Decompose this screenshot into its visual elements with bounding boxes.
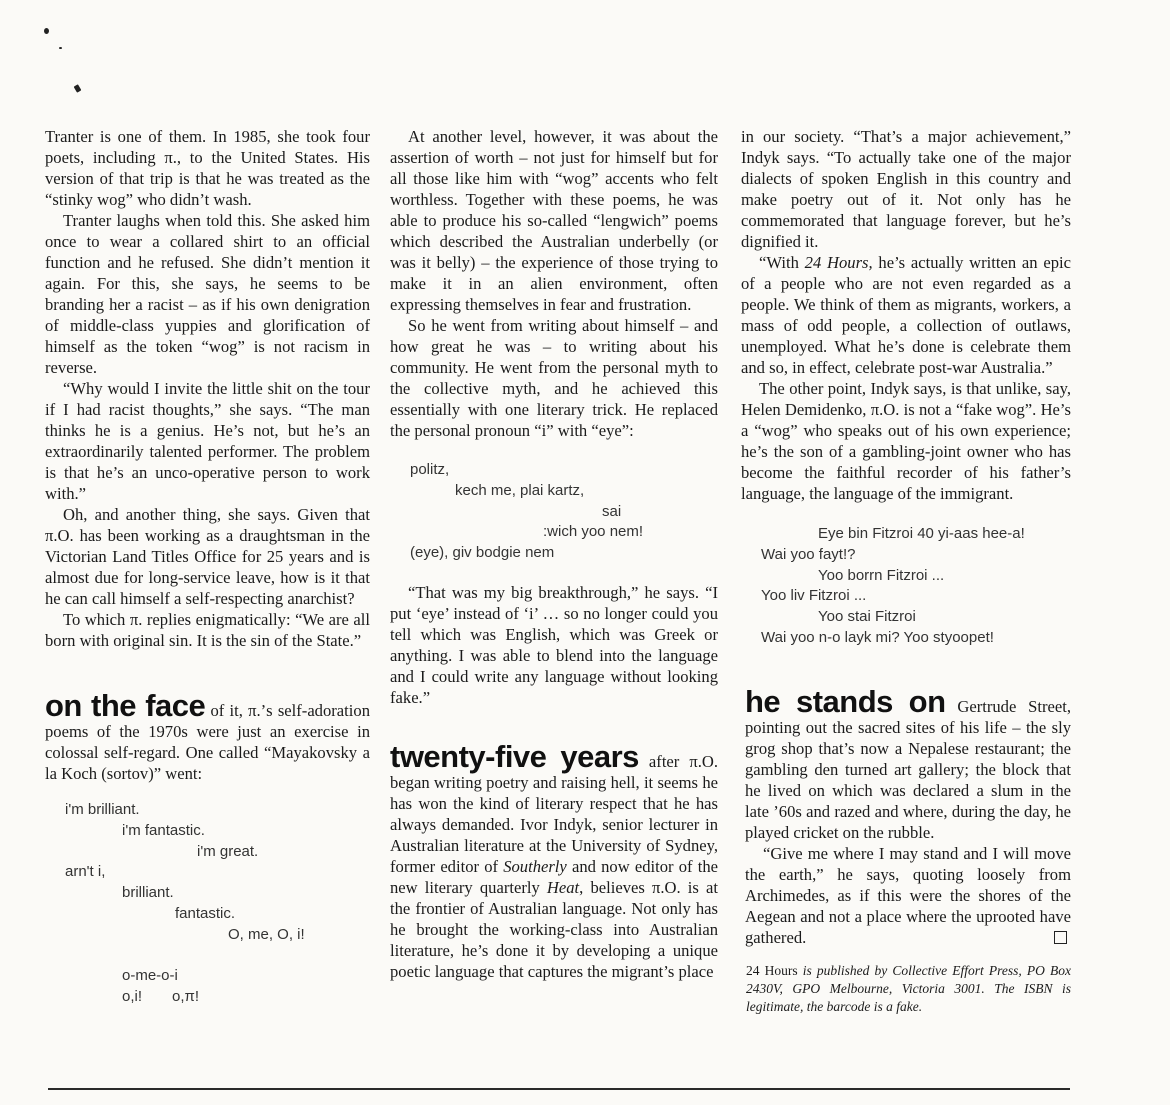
- poem-line: Yoo liv Fitzroi ...: [761, 587, 867, 605]
- poem-line: [45, 987, 370, 1008]
- section-paragraph: [741, 683, 1071, 843]
- book-title: 24 Hours,: [804, 253, 873, 272]
- paragraph-text: and now editor of the new literary quarterly: [390, 856, 718, 897]
- caption-text: is published by Collective Effort Press, PO Box 2430V, GPO Melbourne, Victoria 3001. The ISBN is legitimate, the barcode is a fake.: [746, 962, 1072, 1014]
- paragraph: At another level, however, it was about the assertion of worth – not just for himself but for all those like him with “wog” accents who felt worthless. Together with these poems, he was able to produce his so-called “lengwich” poems which described the Australian underbelly (or was it belly) – the experience of those trying to make it in an alien environment, often expressing themselves in fear and frustration.: [390, 127, 718, 314]
- poem-line: i'm fantastic.: [122, 821, 205, 839]
- paragraph: Tranter is one of them. In 1985, she took four poets, including π., to the United States. His version of that trip is that he was treated as the “stinky wog” who didn’t wash.: [45, 127, 370, 209]
- poem-fitzroi: [741, 524, 1071, 649]
- paragraph: The other point, Indyk says, is that unlike, say, Helen Demidenko, π.O. is not a “fake wog”. He’s a “wog” who speaks out of his own experience; he’s the son of a gambling-joint owner who has become the faithful recorder of his father’s language, the language of the immigrant.: [741, 379, 1071, 503]
- paragraph-text: “With: [759, 253, 805, 272]
- caption-book-title: 24 Hours: [746, 962, 798, 978]
- poem-line: O, me, O, i!: [228, 925, 305, 943]
- poem-line: kech me, plai kartz,: [455, 481, 585, 499]
- poem-line: brilliant.: [122, 884, 174, 902]
- poem-line: Eye bin Fitzroi 40 yi-aas hee-a!: [818, 525, 1025, 542]
- journal-title: Heat: [546, 877, 580, 897]
- section-heading: he stands on: [745, 683, 946, 719]
- section-paragraph: [45, 688, 370, 784]
- paragraph-text: “Give me where I may stand and I will move the earth,” he says, quoting loosely from Archimedes, as if this were the shores of the Aegean and not a place where the uprooted have gathered.: [745, 843, 1071, 947]
- column-1: [45, 126, 370, 1008]
- poem-line: [45, 946, 370, 967]
- poem-line: Yoo borrn Fitzroi ...: [818, 566, 945, 584]
- paragraph: To which π. replies enigmatically: “We are all born with original sin. It is the sin of the State.”: [45, 610, 370, 650]
- paragraph-text: of it, π.’s self-adoration poems of the 1970s were just an exercise in colossal self-regard. One called “Mayakovsky a la Koch (sortov)” went:: [45, 701, 370, 783]
- paragraph-text: , believes π.O. is at the frontier of Australian language. Not only has he brought the working-class into Australian literature, he’s done it by developing a unique poetic language that captures the migrant’s place: [390, 877, 718, 981]
- column-3: [741, 126, 1071, 1016]
- paragraph: “Why would I invite the little shit on the tour if I had racist thoughts,” she says. “The man thinks he is a genius. He’s not, but he’s an extraordinarily talented performer. The problem is that he’s an unco-operative person to work with.”: [45, 379, 370, 503]
- paragraph: “That was my big breakthrough,” he says. “I put ‘eye’ instead of ‘i’ … so no longer could you tell which was English, which was Greek or anything. I was able to blend into the language and I could write any language without looking fake.”: [390, 582, 718, 707]
- poem-line: :wich yoo nem!: [543, 523, 644, 541]
- poem-line: o-me-o-i: [122, 967, 178, 985]
- poem-line: Wai yoo fayt!?: [761, 545, 856, 563]
- paragraph: So he went from writing about himself – and how great he was – to writing about his community. He went from the personal myth to the collective myth, and he achieved this essentially with one literary trick. He replaced the personal pronoun “i” with “eye”:: [390, 316, 718, 440]
- bottom-rule: [48, 1088, 1070, 1090]
- paragraph: [741, 252, 1071, 378]
- paragraph: Tranter laughs when told this. She asked him once to wear a collared shirt to an official function and he refused. She didn’t mention it again. For this, she says, he seems to be branding her a racist – as if his own denigration of middle-class yuppies and glorification of himself as the token “wog” is not racism in reverse.: [45, 211, 370, 377]
- poem-line: (eye), giv bodgie nem: [410, 544, 555, 562]
- scan-speck: [74, 84, 82, 93]
- poem-line: Yoo stai Fitzroi: [818, 608, 916, 626]
- poem-line: arn't i,: [65, 863, 106, 881]
- book-caption: [741, 962, 1071, 1016]
- end-mark-icon: [1054, 931, 1067, 944]
- paragraph: in our society. “That’s a major achievement,” Indyk says. “To actually take one of the major dialects of spoken English in this country and make poetry out of it. Not only has he commemorated that language forever, but he’s dignified it.: [741, 127, 1071, 251]
- paragraph-text: Gertrude Street, pointing out the sacred sites of his life – the sly grog shop that’s now a Nepalese restaurant; the gambling den turned art gallery; the block that he lived on which was declared a slum in the late ’60s and razed and where, during the day, he played cricket on the rubble.: [745, 696, 1071, 842]
- paragraph: [741, 843, 1071, 948]
- journal-title: Southerly: [503, 856, 567, 876]
- section-heading: twenty-five years: [390, 738, 639, 774]
- paragraph: Oh, and another thing, she says. Given that π.O. has been working as a draughtsman in the Victorian Land Titles Office for 25 years and is almost due for long-service leave, how is it that he can call himself a self-respecting anarchist?: [45, 505, 370, 608]
- poem-line: fantastic.: [175, 904, 236, 922]
- column-2: [390, 126, 718, 982]
- poem-lengwich: [390, 460, 718, 564]
- paragraph-text: after π.O. began writing poetry and raising hell, it seems he has won the kind of literary respect that he has always demanded. Ivor Indyk, senior lecturer in Australian literature at the University of Sydney, former editor of: [390, 751, 718, 876]
- poem-fragment: o,i!: [122, 988, 143, 1006]
- section-paragraph: [390, 738, 718, 982]
- section-heading: on the face: [45, 688, 206, 723]
- poem-line: politz,: [410, 461, 450, 478]
- poem-fragment: o,π!: [172, 988, 200, 1006]
- scan-speck: [44, 28, 49, 34]
- scan-speck: [59, 47, 62, 49]
- poem-line: Wai yoo n-o layk mi? Yoo styoopet!: [761, 628, 994, 646]
- poem-mayakovsky: [45, 800, 370, 1008]
- paragraph-text: he’s actually written an epic of a people who are not even regarded as a people. We think of them as migrants, workers, a mass of odd people, a collection of outlaws, unemployed. What he’s done is celebrate them and so, in effect, celebrate post-war Australia.”: [741, 253, 1071, 377]
- poem-line: i'm great.: [197, 842, 259, 860]
- poem-line: sai: [602, 502, 622, 520]
- poem-line: i'm brilliant.: [65, 801, 140, 818]
